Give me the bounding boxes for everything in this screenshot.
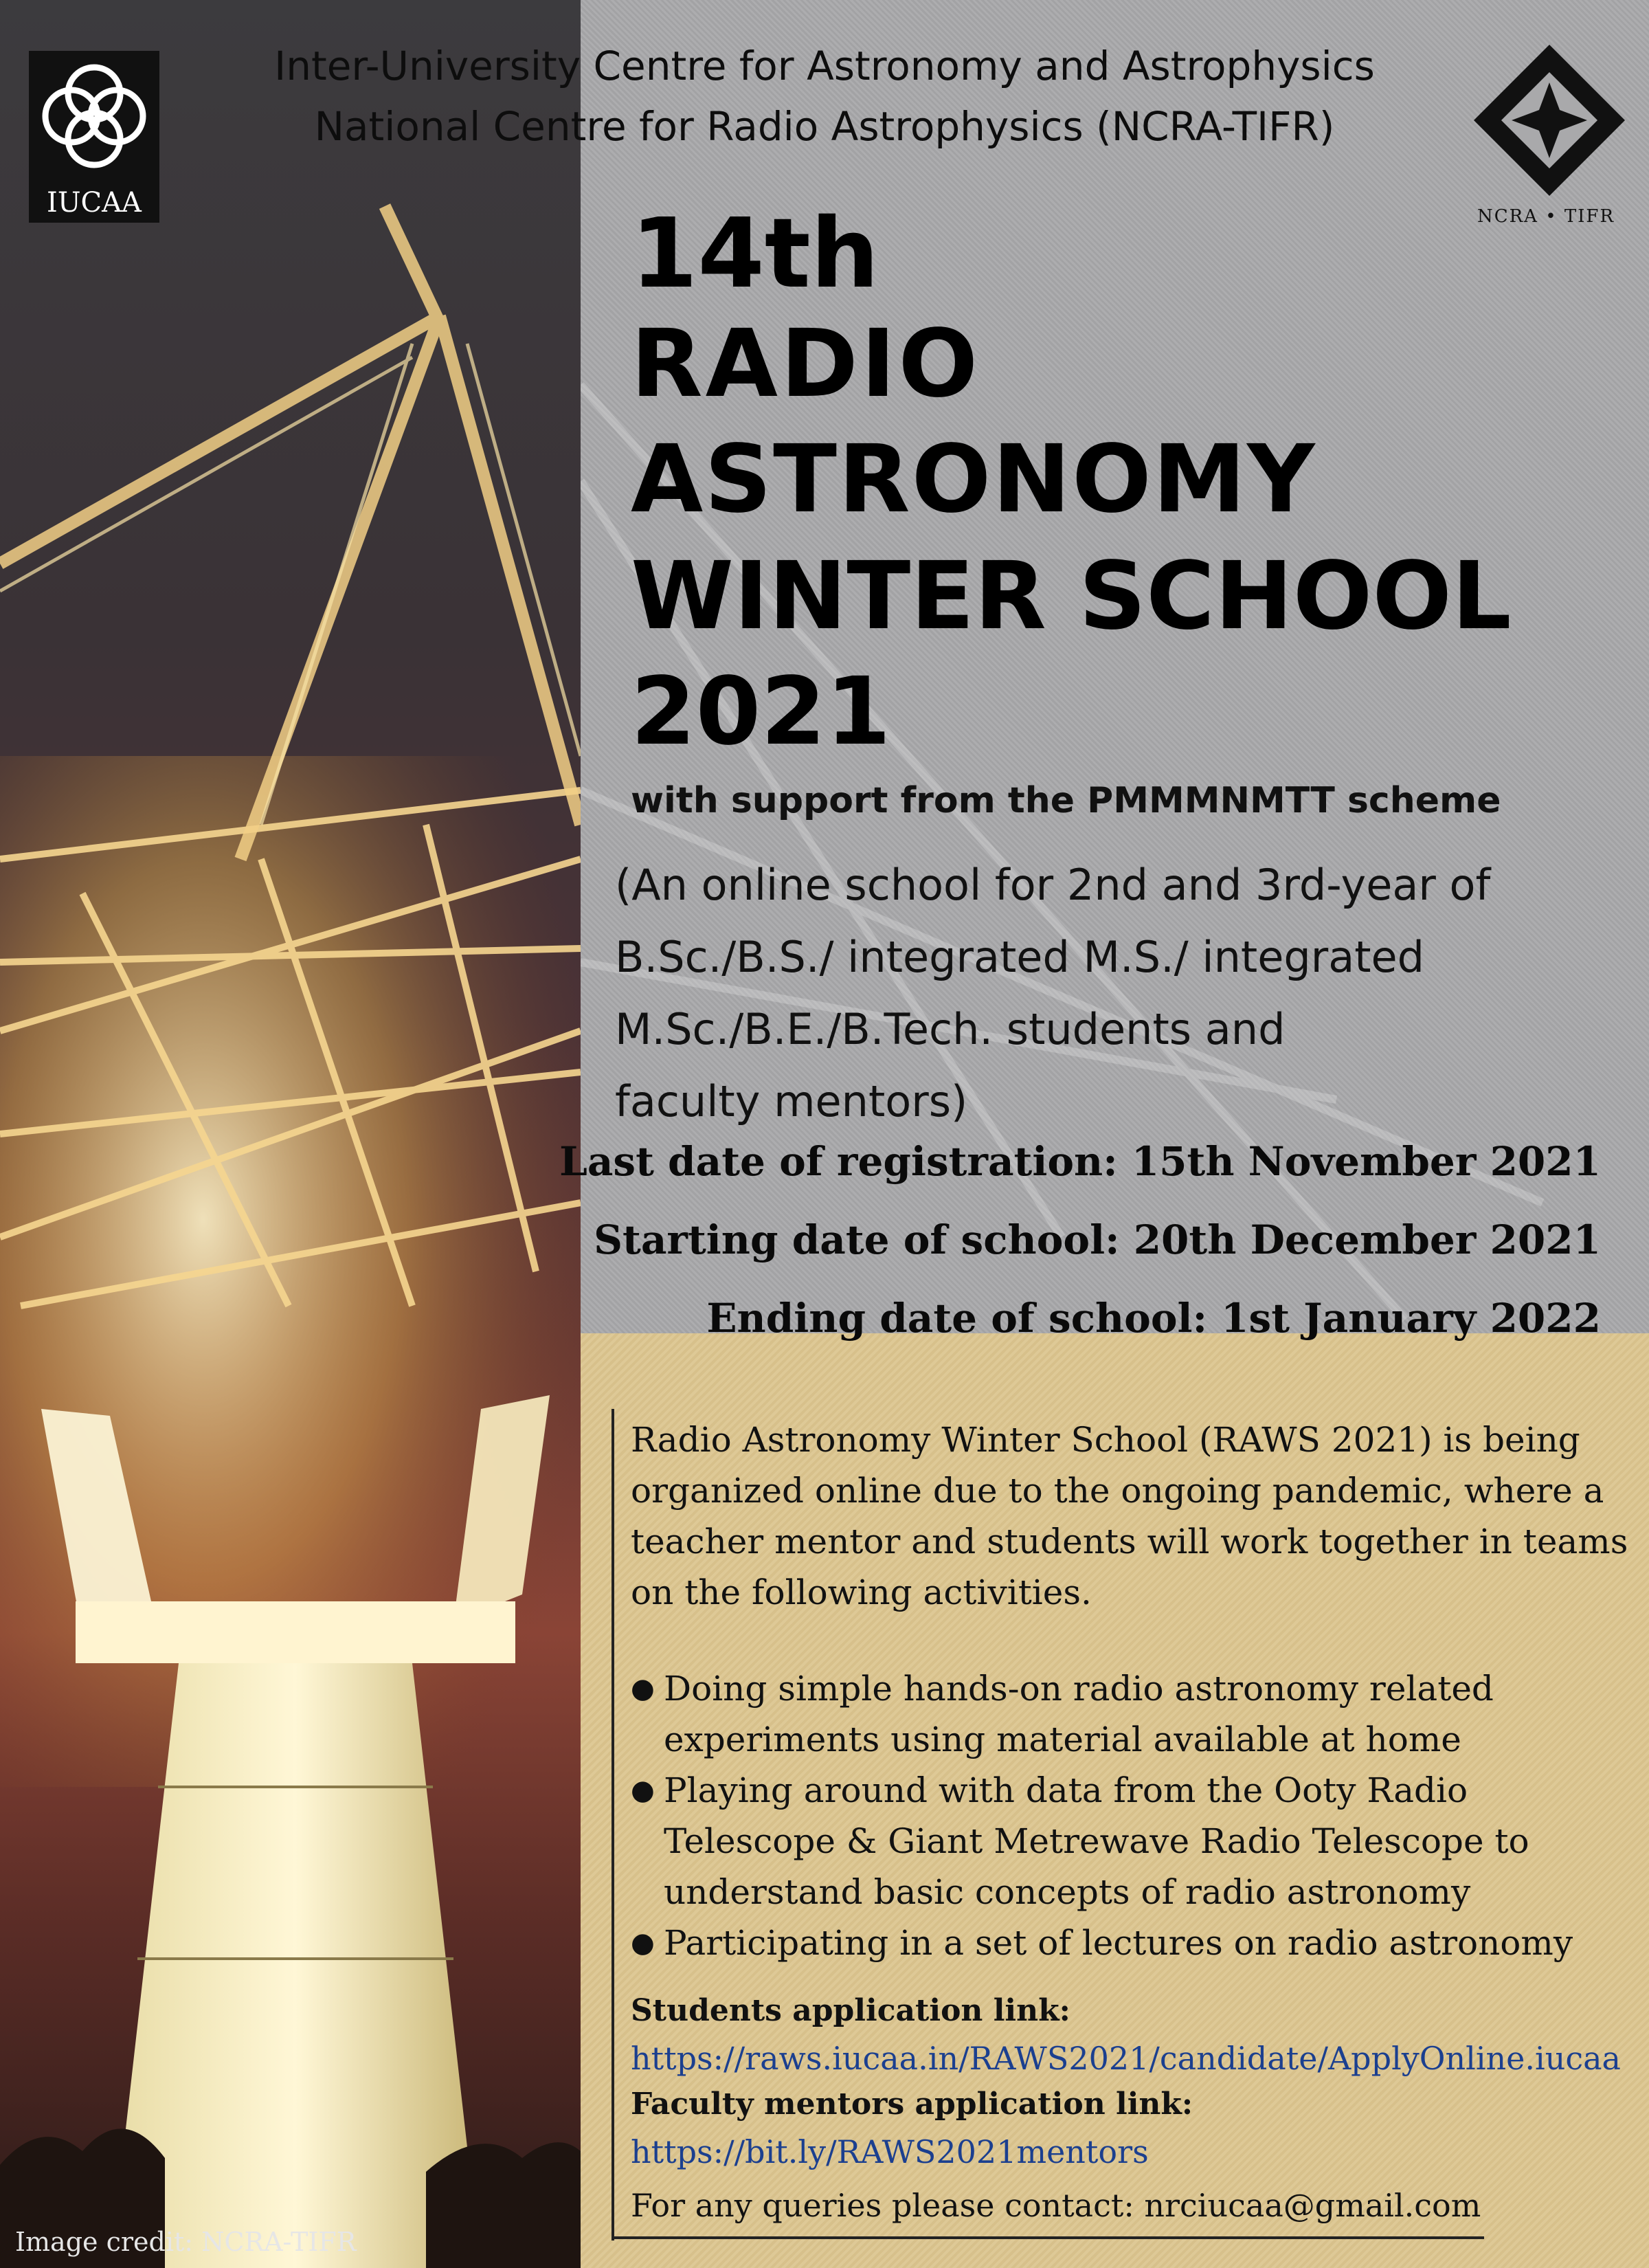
list-item: ● Playing around with data from the Ooty Radio Telescope & Giant Metrewave Radio Telescope to understand basic concepts of radio astronomy xyxy=(631,1765,1641,1917)
header-iucaa-name: Inter-University Centre for Astronomy and Astrophysics xyxy=(274,43,1375,89)
eligibility-line: B.Sc./B.S./ integrated M.S./ integrated xyxy=(615,932,1424,982)
contact-line: For any queries please contact: nrciucaa@gmail.com xyxy=(631,2187,1481,2224)
registration-deadline: Last date of registration: 15th November 2021 xyxy=(559,1138,1601,1185)
title-edition: 14th xyxy=(631,198,879,310)
eligibility-line: (An online school for 2nd and 3rd-year of xyxy=(615,860,1491,910)
school-end-date: Ending date of school: 1st January 2022 xyxy=(706,1295,1601,1342)
students-application-link[interactable]: https://raws.iucaa.in/RAWS2021/candidate/ApplyOnline.iucaa xyxy=(631,2040,1621,2077)
eligibility-line: M.Sc./B.E./B.Tech. students and xyxy=(615,1004,1286,1054)
details-vertical-rule xyxy=(612,1409,614,2241)
iucaa-logo xyxy=(29,51,159,223)
list-item: ● Doing simple hands-on radio astronomy related experiments using material available at home xyxy=(631,1663,1641,1765)
mentors-link-label: Faculty mentors application link: xyxy=(631,2087,1193,2122)
mentors-application-link[interactable]: https://bit.ly/RAWS2021mentors xyxy=(631,2133,1149,2170)
list-item: ● Participating in a set of lectures on radio astronomy xyxy=(631,1917,1641,1968)
intro-paragraph: Radio Astronomy Winter School (RAWS 2021) is being organized online due to the ongoing pandemic, where a teacher mentor and students will work together in teams on the following activities. xyxy=(631,1420,1628,1612)
support-line: with support from the PMMMNMTT scheme xyxy=(631,780,1501,821)
school-start-date: Starting date of school: 20th December 2021 xyxy=(594,1216,1601,1263)
ncra-star-icon xyxy=(1474,45,1625,196)
title-year: 2021 xyxy=(631,658,891,766)
telescope-photo xyxy=(0,0,581,2268)
telescope-illustration xyxy=(0,0,581,2268)
iucaa-logo-text: IUCAA xyxy=(47,187,142,219)
activities-list xyxy=(631,1663,1641,1968)
title-line-astronomy: ASTRONOMY xyxy=(631,425,1316,534)
title-line-winter-school: WINTER SCHOOL xyxy=(631,542,1512,651)
header-ncra-name: National Centre for Radio Astrophysics (NCRA-TIFR) xyxy=(314,103,1335,150)
details-bottom-rule xyxy=(612,2236,1484,2239)
title-line-radio: RADIO xyxy=(631,310,981,419)
ncra-logo-text: NCRA • TIFR xyxy=(1477,206,1615,227)
eligibility-text xyxy=(615,849,1490,1137)
iucaa-knot-icon xyxy=(29,51,159,181)
eligibility-line: faculty mentors) xyxy=(615,1076,968,1126)
image-credit: Image credit: NCRA-TIFR xyxy=(15,2227,357,2257)
students-link-label: Students application link: xyxy=(631,1993,1070,2028)
